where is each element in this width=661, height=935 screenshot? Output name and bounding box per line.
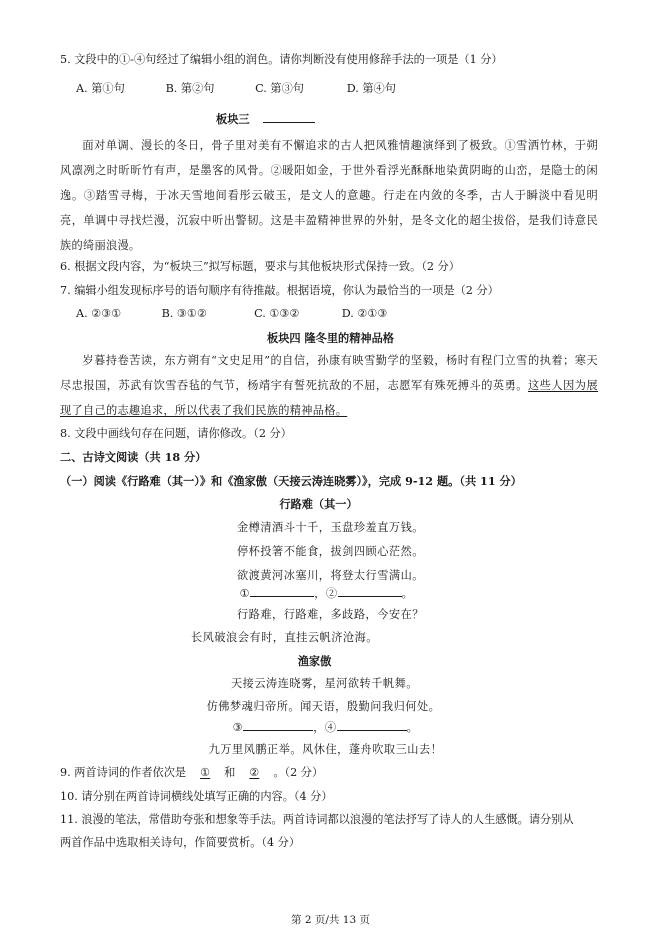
poem-1-line-2: 停杯投箸不能食，拔剑四顾心茫然。 [236, 545, 424, 558]
section-4-underlined-sentence: 这些人因为展现了自己的志趣追求，所以代表了我们民族的精神品格。 [60, 379, 598, 417]
poem-1-blank-line [0, 584, 657, 602]
question-7: 7. 编辑小组发现标序号的语句顺序有待推敲。根据语境，你认为最恰当的一项是（2 分） [60, 284, 499, 297]
q5-option-a[interactable]: A. 第①句 [76, 82, 125, 95]
poem-1-blank-end: 。 [401, 587, 414, 600]
poem-2-blank-3[interactable] [243, 718, 313, 731]
poem-1-line-5: 行路难，行路难，多歧路，今安在？ [236, 608, 424, 621]
q5-option-b[interactable]: B. 第②句 [165, 82, 215, 95]
question-7-options [76, 306, 387, 322]
section-3-title-blank[interactable] [263, 110, 315, 123]
section-3-title: 板块三 [216, 112, 250, 126]
poem-2-blank-line [0, 718, 656, 736]
question-5-options [76, 81, 396, 97]
question-10: 10. 请分别在两首诗词横线处填写正确的内容。（4 分） [60, 790, 333, 803]
q7-option-d[interactable]: D. ②①③ [341, 307, 388, 320]
poem-2-blank-sep: ， [313, 721, 325, 734]
question-9 [60, 765, 323, 781]
question-11-line-1: 11. 浪漫的笔法，常借助夸张和想象等手法。两首诗词都以浪漫的笔法抒写了诗人的人生感慨。请分别从 [60, 813, 574, 826]
question-6: 6. 根据文段内容，为“板块三”拟写标题，要求与其他板块形式保持一致。（2 分） [60, 260, 460, 273]
poem-2-blank-label-3: ③ [232, 721, 244, 734]
q7-option-a[interactable]: A. ②③① [76, 307, 122, 320]
section-4-text: 岁暮持卷苦读，东方朔有“文史足用”的自信，孙康有映雪勤学的坚毅，杨时有程门立雪的执着；寒天尽忠报国，苏武有饮雪吞毡的气节，杨靖宇有誓死抗敌的不屈，志愿军有殊死搏斗的英勇。 [60, 354, 598, 392]
poem-2-title: 渔家傲 [297, 654, 332, 668]
poem-1-title: 行路难（其一） [279, 497, 358, 511]
page-number: 第 2 页/共 13 页 [291, 914, 370, 926]
poem-1-blank-2[interactable] [338, 584, 402, 597]
poem-2-blank-end: 。 [406, 721, 419, 734]
question-5: 5. 文段中的①-④句经过了编辑小组的润色。请你判断没有使用修辞手法的一项是（1 分） [60, 53, 503, 66]
q7-option-b[interactable]: B. ③①② [161, 307, 207, 320]
question-8: 8. 文段中画线句存在问题，请你修改。（2 分） [60, 427, 292, 440]
q9-blank-1[interactable]: ① [200, 766, 211, 779]
poem-1-blank-sep: ， [314, 587, 326, 600]
poem-2-line-1: 天接云涛连晓雾，星河欲转千帆舞。 [230, 677, 418, 690]
q9-and: 和 [224, 766, 236, 779]
question-11-line-2: 两首作品中选取相关诗句，作简要赏析。（4 分） [60, 836, 301, 849]
poem-1-line-6: 长风破浪会有时，直挂云帆济沧海。 [190, 631, 378, 644]
q9-points: 。（2 分） [273, 766, 324, 779]
section-4-heading: 板块四 隆冬里的精神品格 [267, 331, 394, 345]
poem-1-line-3: 欲渡黄河冰塞川，将登太行雪满山。 [236, 569, 424, 582]
section-3-paragraph: 面对单调、漫长的冬日，骨子里对美有不懈追求的古人把风雅情趣演绎到了极致。①雪洒竹林，于朔风凛冽之时昕昕竹有声，是墨客的风骨。②暖阳如金，于世外看浮光酥酥地染黄阴晦的山峦，是隐士的闲逸。③踏雪寻梅，于冰天雪地间看彤云破玉，是文人的意趣。行走在内敛的冬季，古人于瞬淡中看见明亮，单调中寻找烂漫，沉寂中听出警韧。这是丰盈精神世界的外射，是冬文化的超尘拔俗，是我们诗意民族的绮丽浪漫。 [60, 139, 598, 252]
q7-option-c[interactable]: C. ①③② [254, 307, 300, 320]
part-2-heading: 二、古诗文阅读（共 18 分） [60, 450, 207, 464]
poem-2-line-2: 仿佛梦魂归帝所。闻天语，殷勤问我归何处。 [206, 700, 441, 713]
q9-text: 9. 两首诗词的作者依次是 [60, 766, 187, 779]
poem-1-blank-label-2: ② [325, 587, 338, 600]
q9-blank-2[interactable]: ② [249, 766, 260, 779]
q5-option-d[interactable]: D. 第④句 [346, 82, 396, 95]
poem-1-blank-label-1: ① [239, 587, 251, 600]
poem-2-line-4: 九万里风鹏正举。风休住，蓬舟吹取三山去！ [208, 743, 443, 756]
poem-2-blank-label-4: ④ [324, 721, 337, 734]
poem-1-blank-1[interactable] [250, 584, 314, 597]
section-4-paragraph [60, 348, 598, 423]
subsection-1-heading: （一）阅读《行路难（其一）》和《渔家傲（天接云涛连晓雾）》，完成 9-12 题。（共 11 分） [60, 474, 522, 488]
q5-option-c[interactable]: C. 第③句 [255, 82, 304, 95]
section-3-heading [216, 110, 315, 127]
poem-2-blank-4[interactable] [337, 718, 407, 731]
poem-1-line-1: 金樽清酒斗十千，玉盘珍羞直万钱。 [236, 521, 424, 534]
